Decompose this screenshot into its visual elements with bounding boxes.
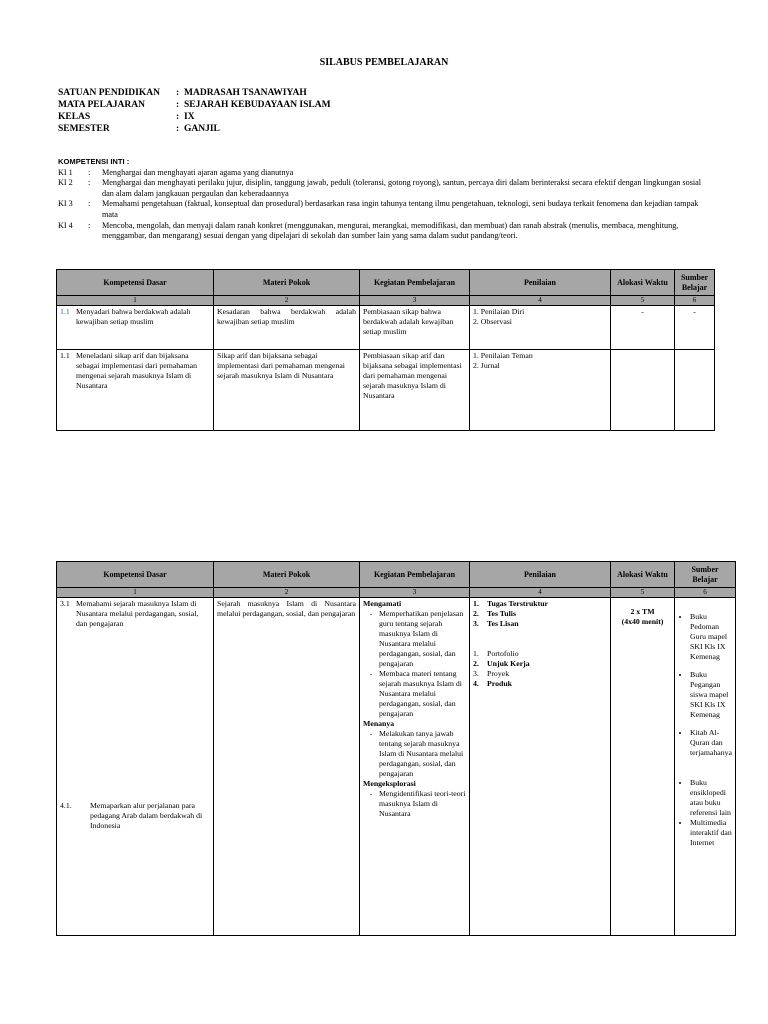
ki-text: Mencoba, mengolah, dan menyaji dalam ranah konkret (menggunakan, mengurai, merangkai, memodifikasi, dan membuat) dan ranah abstrak (menulis, membaca, menghitung, menggambar, dan mengarang) sesuai dengan yang dipelajari di sekolah dan sumber lain yang sama dalam sudut pandang/teori. bbox=[102, 220, 679, 241]
alokasi-cell: - bbox=[611, 306, 675, 350]
header-kompetensi-dasar: Kompetensi Dasar bbox=[57, 562, 214, 588]
kd-text: Meneladani sikap arif dan bijaksana sebagai implementasi dari pemahaman mengenai sejarah masuknya Islam di Nusantara bbox=[76, 351, 198, 390]
table-row bbox=[57, 306, 715, 350]
identity-key: MATA PELAJARAN bbox=[58, 100, 145, 110]
sumber-cell bbox=[675, 350, 715, 431]
header-sumber: Sumber Belajar bbox=[675, 270, 715, 296]
materi-cell: Sikap arif dan bijaksana sebagai implementasi dari pemahaman mengenai sejarah masuknya Islam di Nusantara bbox=[214, 350, 360, 431]
identity-value: IX bbox=[184, 112, 195, 122]
column-number: 2 bbox=[214, 588, 360, 598]
penilaian-list bbox=[473, 599, 607, 629]
identity-value: GANJIL bbox=[184, 124, 220, 134]
column-number-row bbox=[57, 296, 715, 306]
kd-number: 1.1 bbox=[60, 307, 70, 316]
list-item: • Multimedia interaktif dan Internet bbox=[690, 818, 732, 848]
table-header-row bbox=[57, 562, 736, 588]
sumber-list bbox=[678, 612, 732, 848]
list-item: 2. Tes Tulis bbox=[473, 609, 516, 618]
ki-item: KI 1 : Menghargai dan menghayati ajaran agama yang dianutnya bbox=[58, 168, 708, 179]
identity-key: SATUAN PENDIDIKAN bbox=[58, 88, 160, 98]
penilaian-item: 1. Penilaian Diri bbox=[473, 307, 525, 316]
list-item: 3. Tes Lisan bbox=[473, 619, 519, 628]
list-item: 3. Proyek bbox=[473, 669, 510, 678]
alokasi-minutes: (4x40 menit) bbox=[621, 617, 664, 626]
identity-row: MATA PELAJARAN : SEJARAH KEBUDAYAAN ISLAM bbox=[58, 100, 331, 110]
ki-label: KI 2 bbox=[58, 178, 73, 188]
header-alokasi: Alokasi Waktu bbox=[611, 270, 675, 296]
identity-row: KELAS : IX bbox=[58, 112, 195, 122]
kd-number: 3.1 bbox=[60, 599, 70, 608]
header-sumber: Sumber Belajar bbox=[675, 562, 736, 588]
ki-item: KI 2 : Menghargai dan menghayati perilaku jujur, disiplin, tanggung jawab, peduli (toleransi, gotong royong), santun, percaya diri dalam berinteraksi secara efektif dengan lingkungan sosial dan alam dalam jangkauan pergaulan dan keberadaannya bbox=[58, 178, 708, 199]
penilaian-cell bbox=[470, 598, 611, 936]
sumber-cell: - bbox=[675, 306, 715, 350]
kd-number: 1.1 bbox=[60, 351, 70, 360]
kegiatan-list bbox=[363, 609, 466, 719]
identity-block bbox=[58, 87, 331, 135]
penilaian-item: 2. Jurnal bbox=[473, 361, 500, 370]
list-item: - Membaca materi tentang sejarah masuknya Islam di Nusantara melalui perdagangan, sosial, dan pengajaran bbox=[363, 669, 466, 719]
kegiatan-cell: Pembiasaan sikap arif dan bijaksana sebagai implementasi dari pemahaman mengenai sejarah masuknya Islam di Nusantara bbox=[360, 350, 470, 431]
table-row bbox=[57, 350, 715, 431]
identity-row: SATUAN PENDIDIKAN : MADRASAH TSANAWIYAH bbox=[58, 88, 307, 98]
ki-label: KI 3 bbox=[58, 199, 73, 209]
list-item-text: Mengidentifikasi teori-teori masuknya Islam di Nusantara bbox=[379, 789, 466, 818]
column-number: 6 bbox=[675, 296, 715, 306]
list-item: • Buku ensiklopedi atau buku referensi lain bbox=[690, 778, 732, 818]
column-number: 5 bbox=[611, 296, 675, 306]
column-number: 3 bbox=[360, 588, 470, 598]
column-number-row bbox=[57, 588, 736, 598]
sumber-cell bbox=[675, 598, 736, 936]
ki-item: KI 3 : Memahami pengetahuan (faktual, konseptual dan prosedural) berdasarkan rasa ingin tahunya tentang ilmu pengetahuan, teknologi, seni budaya terkait fenomena dan kejadian tampak mata bbox=[58, 199, 708, 220]
table-header-row bbox=[57, 270, 715, 296]
kegiatan-list bbox=[363, 729, 466, 779]
list-item: - Mengidentifikasi teori-teori masuknya Islam di Nusantara bbox=[369, 789, 466, 818]
list-item: - Memperhatikan penjelasan guru tentang sejarah masuknya Islam di Nusantara melalui perdagangan, sosial, dan pengajaran bbox=[363, 609, 466, 669]
alokasi-sessions: 2 x TM bbox=[630, 607, 655, 616]
ki-label: KI 1 bbox=[58, 167, 73, 177]
alokasi-cell bbox=[611, 350, 675, 431]
column-number: 6 bbox=[675, 588, 736, 598]
penilaian-list bbox=[473, 649, 607, 689]
header-materi-pokok: Materi Pokok bbox=[214, 270, 360, 296]
ki-item: KI 4 : Mencoba, mengolah, dan menyaji dalam ranah konkret (menggunakan, mengurai, merangkai, memodifikasi, dan membuat) dan ranah abstrak (menulis, membaca, menghitung, menggambar, dan mengarang) sesuai dengan yang dipelajari di sekolah dan sumber lain yang sama dalam sudut pandang/teori. bbox=[58, 221, 708, 242]
syllabus-table-2 bbox=[56, 561, 736, 936]
header-penilaian: Penilaian bbox=[470, 270, 611, 296]
list-item: 4. Produk bbox=[473, 679, 512, 688]
list-item-text: Membaca materi tentang sejarah masuknya Islam di Nusantara melalui perdagangan, sosial, dan pengajaran bbox=[379, 669, 462, 718]
list-item-text: Memperhatikan penjelasan guru tentang sejarah masuknya Islam di Nusantara melalui perdagangan, sosial, dan pengajaran bbox=[379, 609, 464, 668]
kegiatan-stage-label: Menanya bbox=[363, 719, 395, 728]
kegiatan-list bbox=[363, 789, 466, 819]
identity-key: KELAS bbox=[58, 112, 91, 122]
ki-text: Menghargai dan menghayati ajaran agama yang dianutnya bbox=[102, 167, 294, 177]
header-kegiatan: Kegiatan Pembelajaran bbox=[360, 562, 470, 588]
penilaian-cell bbox=[470, 350, 611, 431]
syllabus-table-1 bbox=[56, 269, 715, 431]
ki-text: Memahami pengetahuan (faktual, konseptual dan prosedural) berdasarkan rasa ingin tahunya tentang ilmu pengetahuan, teknologi, seni budaya terkait fenomena dan kejadian tampak mata bbox=[102, 199, 699, 219]
list-item: • Buku Pegangan siswa mapel SKI Kls IX Kemenag bbox=[690, 670, 732, 720]
column-number: 3 bbox=[360, 296, 470, 306]
ki-label: KI 4 bbox=[58, 220, 73, 230]
materi-cell: Kesadaran bahwa berdakwah adalah kewajiban setiap muslim bbox=[214, 306, 360, 350]
penilaian-item: 2. Observasi bbox=[473, 317, 512, 326]
list-item: 1. Portofolio bbox=[473, 649, 519, 658]
identity-key: SEMESTER bbox=[58, 124, 110, 134]
kd-cell bbox=[57, 350, 214, 431]
table-row bbox=[57, 598, 736, 936]
column-number: 4 bbox=[470, 588, 611, 598]
penilaian-cell bbox=[470, 306, 611, 350]
kd-number: 4.1. bbox=[60, 801, 72, 810]
column-number: 5 bbox=[611, 588, 675, 598]
header-alokasi: Alokasi Waktu bbox=[611, 562, 675, 588]
kd-text: Menyadari bahwa berdakwah adalah kewajiban setiap muslim bbox=[76, 307, 191, 326]
penilaian-item: 1. Penilaian Teman bbox=[473, 351, 533, 360]
kompetensi-inti bbox=[58, 157, 708, 242]
kegiatan-cell bbox=[360, 598, 470, 936]
alokasi-cell bbox=[611, 598, 675, 936]
column-number: 1 bbox=[57, 296, 214, 306]
list-item: - Melakukan tanya jawab tentang sejarah masuknya Islam di Nusantara melalui perdagangan, sosial, dan pengajaran bbox=[363, 729, 466, 779]
header-kegiatan: Kegiatan Pembelajaran bbox=[360, 270, 470, 296]
kegiatan-cell: Pembiasaan sikap bahwa berdakwah adalah kewajiban setiap muslim bbox=[360, 306, 470, 350]
kd-text: Memahami sejarah masuknya Islam di Nusantara melalui perdagangan, sosial, dan pengajaran bbox=[76, 599, 199, 628]
kegiatan-stage-label: Mengeksplorasi bbox=[363, 779, 416, 788]
kd-text: Memaparkan alur perjalanan para pedagang Arab dalam berdakwah di Indonesia bbox=[90, 801, 203, 830]
kd-cell bbox=[57, 598, 214, 936]
list-item: 1. Tugas Terstruktur bbox=[473, 599, 549, 608]
column-number: 2 bbox=[214, 296, 360, 306]
column-number: 1 bbox=[57, 588, 214, 598]
list-item: • Kitab Al-Quran dan terjamahanya bbox=[690, 728, 732, 758]
ki-heading: KOMPETENSI INTI : bbox=[58, 157, 130, 166]
ki-text: Menghargai dan menghayati perilaku jujur, disiplin, tanggung jawab, peduli (toleransi, gotong royong), santun, percaya diri dalam berinteraksi secara efektif dengan lingkungan sosial dan alam dalam jangkauan pergaulan dan keberadaannya bbox=[102, 178, 702, 198]
header-materi-pokok: Materi Pokok bbox=[214, 562, 360, 588]
column-number: 4 bbox=[470, 296, 611, 306]
materi-cell: Sejarah masuknya Islam di Nusantara melalui perdagangan, sosial, dan pengajaran bbox=[214, 598, 360, 936]
header-penilaian: Penilaian bbox=[470, 562, 611, 588]
identity-value: SEJARAH KEBUDAYAAN ISLAM bbox=[184, 100, 331, 110]
header-kompetensi-dasar: Kompetensi Dasar bbox=[57, 270, 214, 296]
document-title: SILABUS PEMBELAJARAN bbox=[319, 57, 449, 68]
identity-row: SEMESTER : GANJIL bbox=[58, 124, 220, 134]
list-item: 2. Unjuk Kerja bbox=[473, 659, 530, 668]
list-item: • Buku Pedoman Guru mapel SKI Kls IX Kemenag bbox=[690, 612, 732, 662]
kegiatan-stage-label: Mengamati bbox=[363, 599, 402, 608]
identity-value: MADRASAH TSANAWIYAH bbox=[184, 88, 307, 98]
kd-cell bbox=[57, 306, 214, 350]
list-item-text: Melakukan tanya jawab tentang sejarah masuknya Islam di Nusantara melalui perdagangan, sosial, dan pengajaran bbox=[379, 729, 464, 778]
